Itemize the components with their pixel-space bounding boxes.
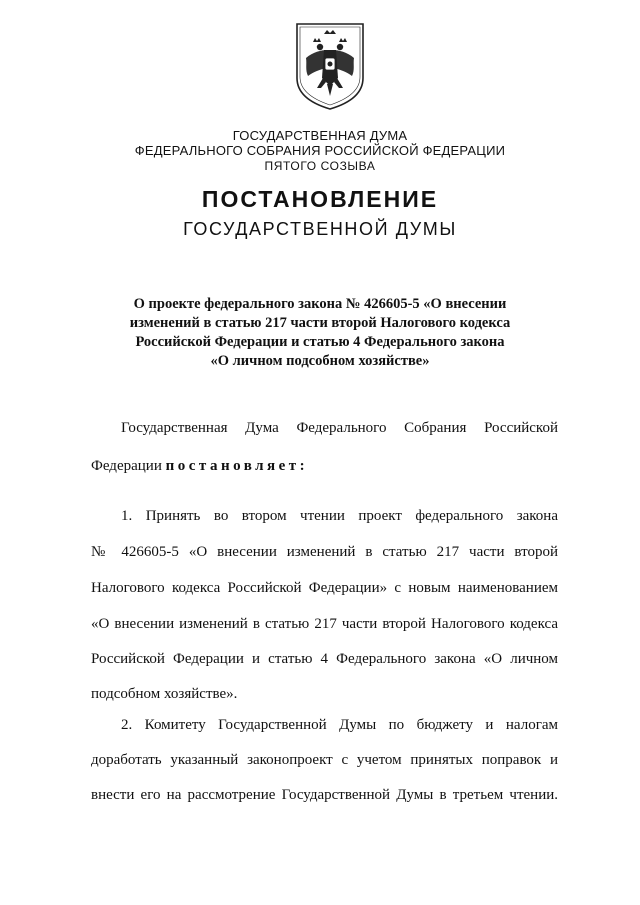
document-issuer: ГОСУДАРСТВЕННОЙ ДУМЫ <box>183 219 457 239</box>
header-line-1: ГОСУДАРСТВЕННАЯ ДУМА <box>232 128 408 143</box>
subject-line: О проекте федерального закона № 426605-5 «О внесении <box>133 296 507 312</box>
paragraph-2-line: 2. Комитету Государственной Думы по бюджету и налогам <box>121 717 558 733</box>
paragraph-1-line: Российской Федерации и статью 4 Федерального закона «О личном <box>91 651 558 667</box>
subject-line: Российской Федерации и статью 4 Федерального закона <box>135 334 505 350</box>
preamble-prefix: Федерации <box>91 458 166 474</box>
paragraph-1-line: 1. Принять во втором чтении проект федерального закона <box>121 508 558 524</box>
paragraph-2-line: внести его на рассмотрение Государственной Думы в третьем чтении. <box>91 787 558 803</box>
paragraph-1-line: Налогового кодекса Российской Федерации» с новым наименованием <box>91 580 558 596</box>
paragraph-1-line: «О внесении изменений в статью 217 части второй Налогового кодекса <box>91 616 558 632</box>
paragraph-2-line: доработать указанный законопроект с учетом принятых поправок и <box>91 752 558 768</box>
subject-line: изменений в статью 217 части второй Налогового кодекса <box>129 315 511 331</box>
document-type-title: ПОСТАНОВЛЕНИЕ <box>201 186 439 212</box>
subject-line: «О личном подсобном хозяйстве» <box>210 353 430 369</box>
preamble-verb: постановляет: <box>165 458 309 474</box>
header-line-3: ПЯТОГО СОЗЫВА <box>264 159 376 173</box>
preamble-line-2 <box>91 458 558 475</box>
preamble-line-1: Государственная Дума Федерального Собрания Российской <box>121 420 558 436</box>
document-subject <box>100 295 540 371</box>
coat-of-arms-icon <box>291 20 369 112</box>
header-line-2: ФЕДЕРАЛЬНОГО СОБРАНИЯ РОССИЙСКОЙ ФЕДЕРАЦИИ <box>134 143 506 158</box>
paragraph-1-line: подсобном хозяйстве». <box>91 686 238 702</box>
paragraph-1-line: № 426605-5 «О внесении изменений в статью 217 части второй <box>91 544 558 560</box>
